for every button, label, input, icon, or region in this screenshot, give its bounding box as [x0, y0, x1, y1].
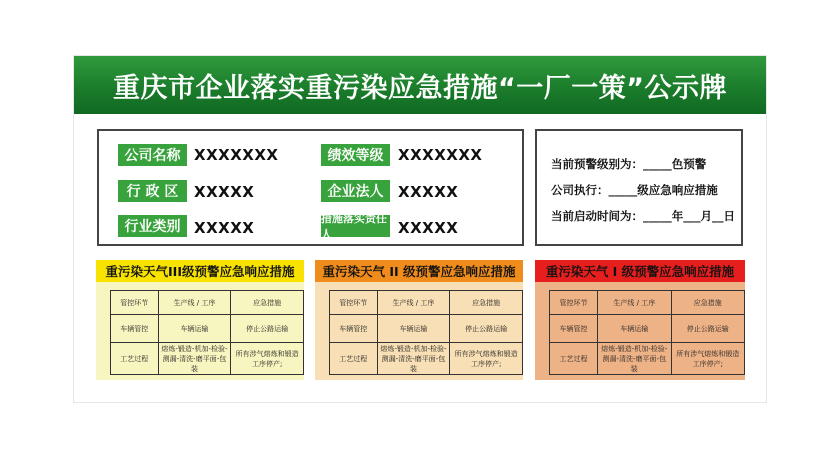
table-cell: 车辆管控 — [111, 315, 159, 343]
table-cell: 管控环节 — [111, 291, 159, 315]
company-info-box — [97, 129, 524, 246]
table-cell: 熔炼-锻造-机加-检验-测漏-清洗-磨平面-包装 — [158, 343, 231, 375]
panel-level-3-table — [110, 290, 304, 375]
table-cell: 生产线 / 工序 — [158, 291, 231, 315]
table-row — [330, 291, 523, 315]
district-label: 行 政 区 — [118, 180, 187, 202]
panel-level-1 — [535, 260, 745, 380]
table-cell: 生产线 / 工序 — [377, 291, 450, 315]
table-cell: 车辆运输 — [598, 315, 671, 343]
industry-value: XXXXX — [194, 219, 255, 237]
table-cell: 工艺过程 — [111, 343, 159, 375]
warning-level-line: 当前预警级别为：_____色预警 — [551, 157, 707, 171]
table-cell: 车辆运输 — [377, 315, 450, 343]
table-cell: 停止公路运输 — [671, 315, 744, 343]
panel-level-3-title: 重污染天气III级预警应急响应措施 — [96, 260, 304, 282]
industry-label: 行业类别 — [118, 215, 187, 237]
table-cell: 管控环节 — [550, 291, 598, 315]
table-row — [550, 315, 745, 343]
panel-level-2-title: 重污染天气 II 级预警应急响应措施 — [315, 260, 523, 282]
panel-level-3 — [96, 260, 304, 380]
panel-level-1-title: 重污染天气 I 级预警应急响应措施 — [535, 260, 745, 282]
start-time-line: 当前启动时间为：_____年___月__日 — [551, 209, 735, 223]
perf-level-label: 绩效等级 — [321, 144, 390, 166]
panel-level-1-table — [549, 290, 745, 375]
table-cell: 工艺过程 — [330, 343, 378, 375]
table-cell: 车辆管控 — [550, 315, 598, 343]
table-cell: 应急措施 — [450, 291, 523, 315]
panel-level-2-table — [329, 290, 523, 375]
table-cell: 所有涉气熔炼和锻造工序停产; — [231, 343, 304, 375]
legal-person-value: XXXXX — [398, 183, 459, 201]
district-value: XXXXX — [194, 183, 255, 201]
warning-status-box — [535, 129, 743, 246]
perf-level-value: XXXXXXX — [398, 146, 483, 164]
panel-level-2 — [315, 260, 523, 380]
table-row — [111, 291, 304, 315]
responsible-value: XXXXX — [398, 219, 459, 237]
table-row — [111, 343, 304, 375]
table-cell: 熔炼-锻造-机加-检验-测漏-清洗-磨平面-包装 — [377, 343, 450, 375]
table-cell: 所有涉气熔炼和锻造工序停产; — [450, 343, 523, 375]
company-name-label: 公司名称 — [118, 144, 187, 166]
legal-person-label: 企业法人 — [321, 180, 390, 202]
table-cell: 所有涉气熔炼和锻造工序停产; — [671, 343, 744, 375]
table-cell: 车辆运输 — [158, 315, 231, 343]
table-cell: 车辆管控 — [330, 315, 378, 343]
table-row — [330, 315, 523, 343]
table-cell: 应急措施 — [231, 291, 304, 315]
page-title: 重庆市企业落实重污染应急措施“一厂一策”公示牌 — [74, 56, 766, 114]
table-row — [111, 315, 304, 343]
table-cell: 熔炼-锻造-机加-检验-测漏-清洗-磨平面-包装 — [598, 343, 671, 375]
table-cell: 工艺过程 — [550, 343, 598, 375]
company-name-value: XXXXXXX — [194, 146, 279, 164]
response-level-line: 公司执行：_____级应急响应措施 — [551, 183, 718, 197]
table-row — [330, 343, 523, 375]
table-cell: 生产线 / 工序 — [598, 291, 671, 315]
table-cell: 管控环节 — [330, 291, 378, 315]
table-row — [550, 291, 745, 315]
table-cell: 应急措施 — [671, 291, 744, 315]
table-row — [550, 343, 745, 375]
table-cell: 停止公路运输 — [450, 315, 523, 343]
responsible-label: 措施落实责任人 — [321, 215, 390, 237]
table-cell: 停止公路运输 — [231, 315, 304, 343]
